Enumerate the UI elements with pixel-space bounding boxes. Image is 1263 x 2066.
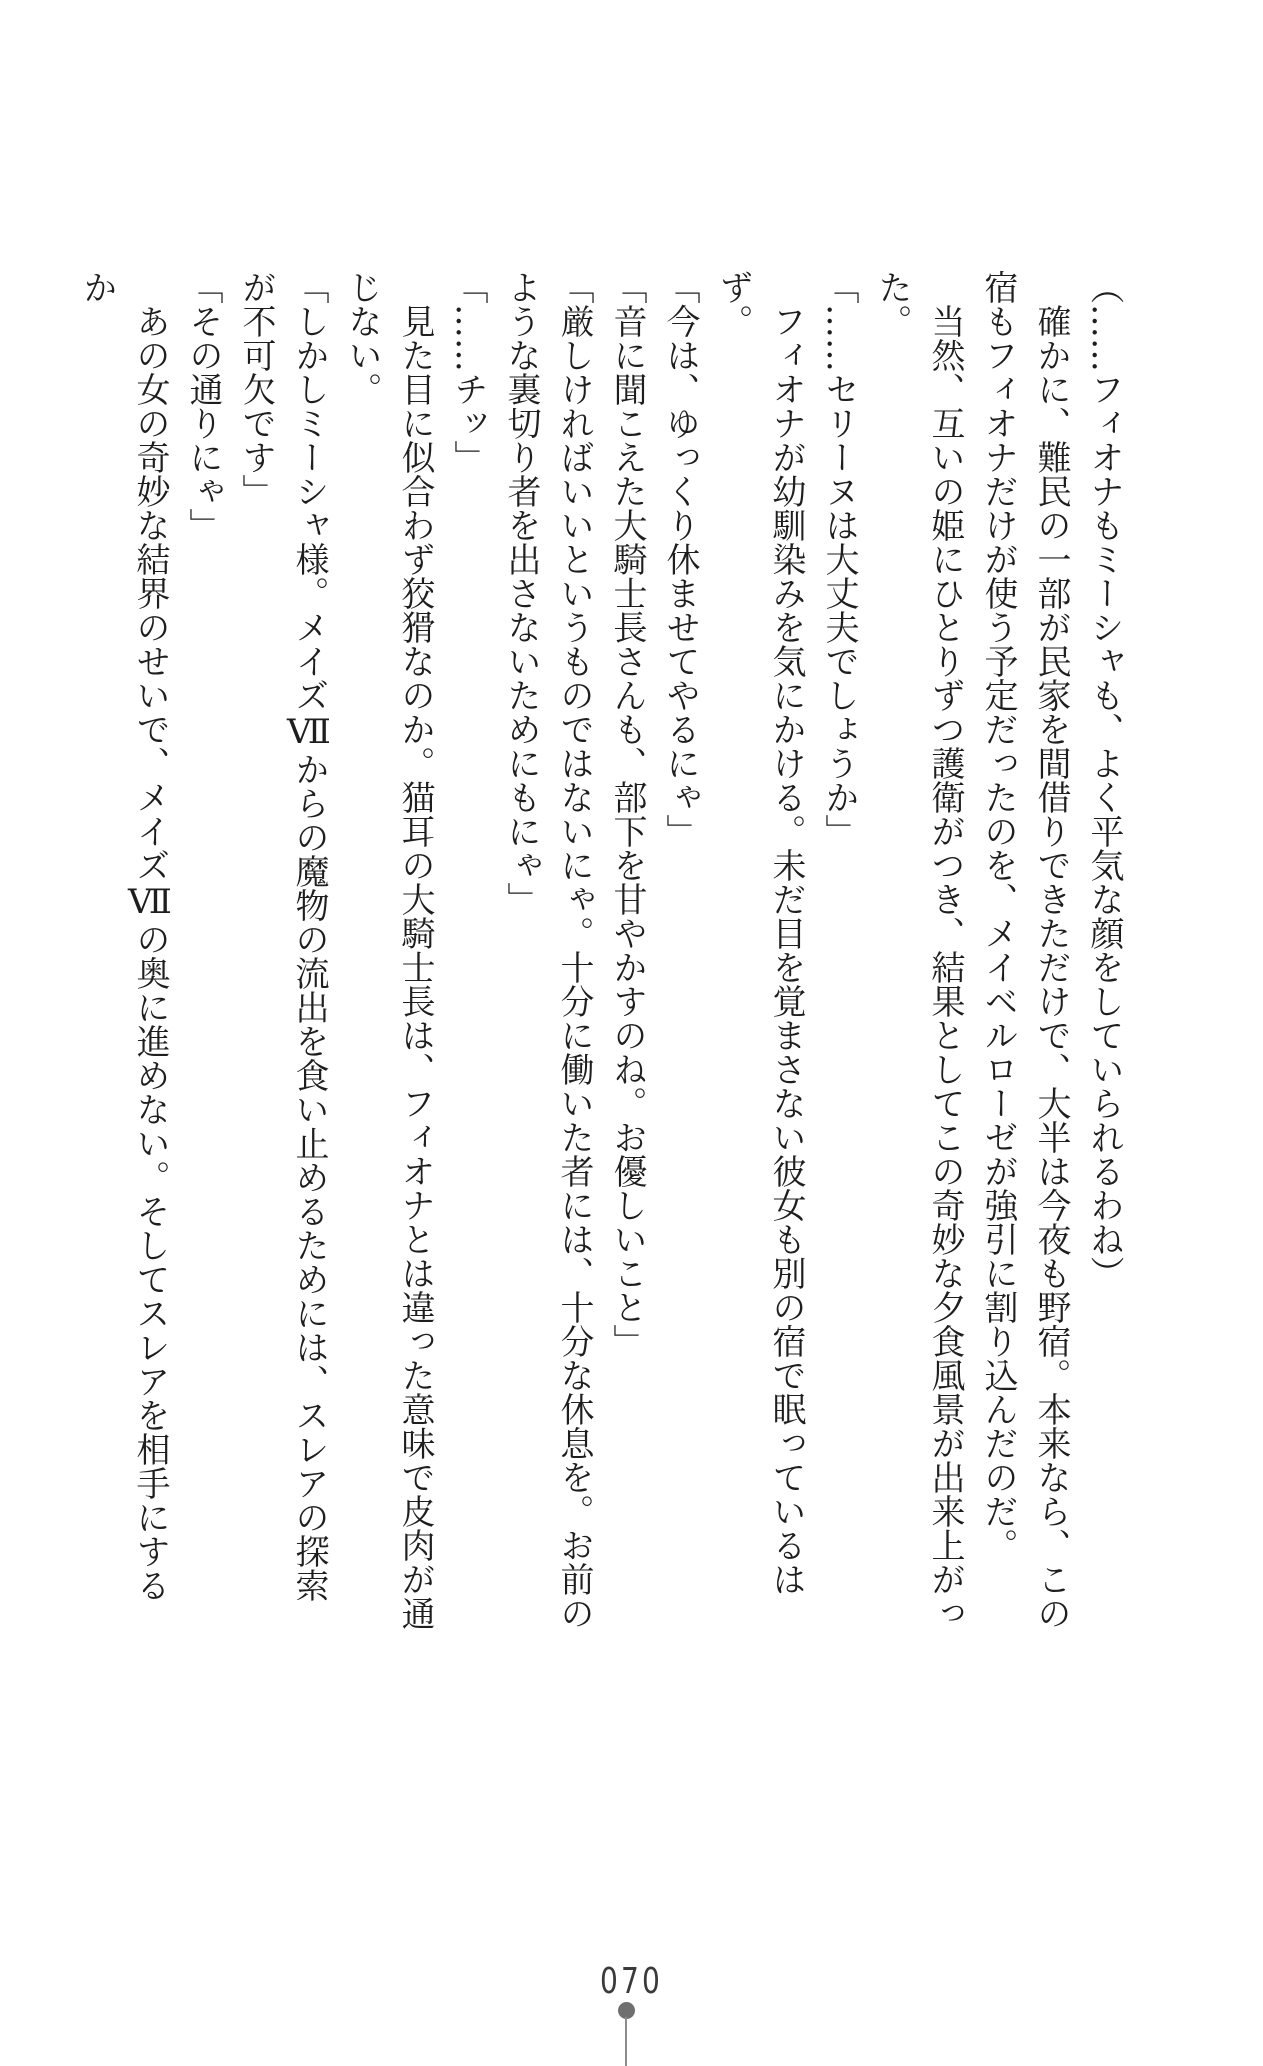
paragraph: 見た目に似合わず狡猾なのか。猫耳の大騎士長は、フィオナとは違った意味で皮肉が通じない。: [342, 270, 435, 1630]
paragraph: 「音に聞こえた大騎士長さんも、部下を甘やかすのね。お優しいこと」: [607, 270, 647, 1358]
paragraph: あの女の奇妙な結界のせいで、メイズⅦの奥に進めない。そしてスレアを相手にするか: [77, 270, 170, 1602]
paragraph: 確かに、難民の一部が民家を間借りできただけで、大半は今夜も野宿。本来なら、この宿もフィオナだけが使う予定だったのを、メイベルローゼが強引に割り込んだのだ。: [978, 270, 1071, 1630]
footer-line: [625, 2017, 627, 2066]
paragraph: 「……セリーヌは大丈夫でしょうか」: [819, 270, 859, 848]
body-text: [70, 270, 1130, 1630]
paragraph: 「その通りにゃ」: [183, 270, 223, 542]
paragraph: （……フィオナもミーシャも、よく平気な顔をしていられるわね）: [1084, 270, 1124, 1290]
paragraph: 「今は、ゆっくり休ませてやるにゃ」: [660, 270, 700, 848]
paragraph: 「厳しければいいというものではないにゃ。十分に働いた者には、十分な休息を。お前のような裏切り者を出さないためにもにゃ」: [501, 270, 594, 1630]
paragraph: 当然、互いの姫にひとりずつ護衛がつき、結果としてこの奇妙な夕食風景が出来上がった。: [872, 270, 965, 1630]
paragraph: 「……チッ」: [448, 270, 488, 474]
page-number: 070: [600, 1961, 663, 2002]
paragraph: フィオナが幼馴染みを気にかける。未だ目を覚まさない彼女も別の宿で眠っているはず。: [713, 270, 806, 1596]
paragraph: 「しかしミーシャ様。メイズⅦからの魔物の流出を食い止めるためには、スレアの探索が不可欠です」: [236, 270, 329, 1602]
